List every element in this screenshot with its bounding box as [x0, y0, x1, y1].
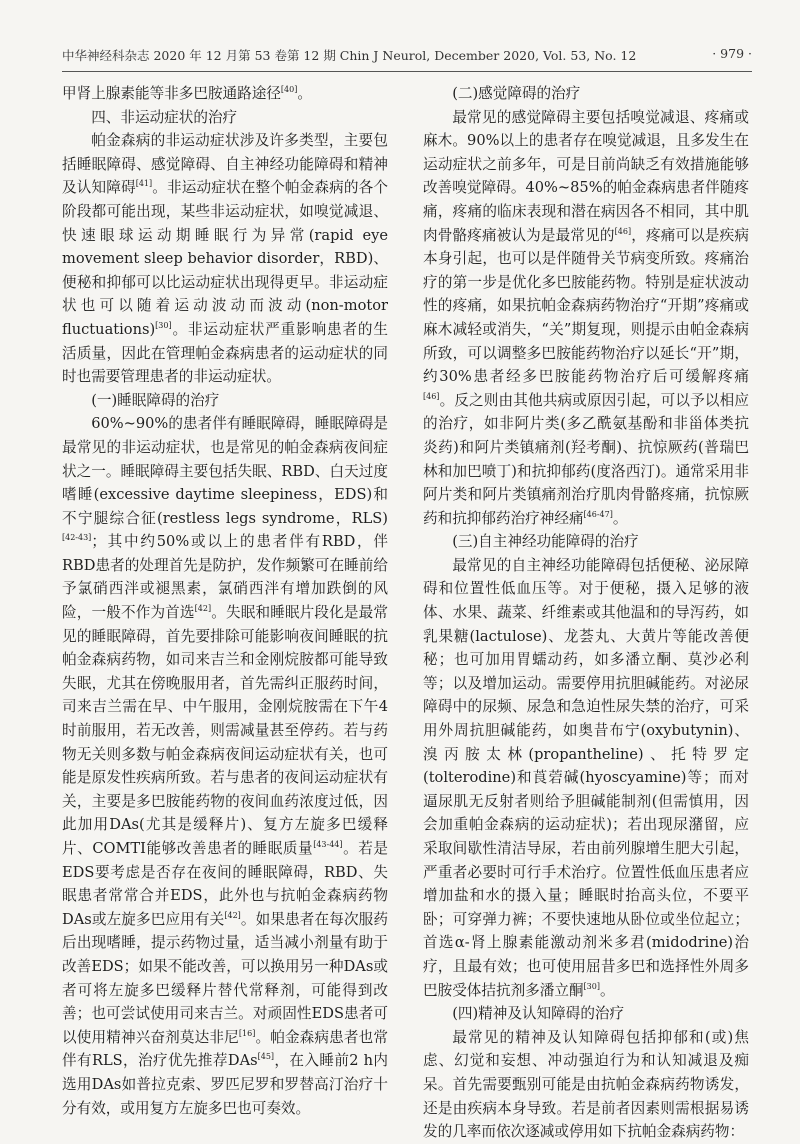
- paragraph-text: 甲肾上腺素能等非多巴胺通路途径: [62, 85, 281, 102]
- paragraph-text: 。失眠和睡眠片段化是最常见的睡眠障碍，首先要排除可能影响夜间睡眠的抗帕金森病药物，如司来吉兰和金刚烷胺都可能导致失眠，尤其在傍晚服用者，首先需纠正服药时间，司来吉兰需在早、中午服用，金刚烷胺需在下午4时前服用，若无改善，则需减量甚至停药。若与药物无关则多数与帕金森病夜间运动症状有关，也可能是原发性疾病所致。若与患者的夜间运动症状有关，主要是多巴胺能药物的夜间血药浓度过低，因此加用DAs(尤其是缓释片)、复方左旋多巴缓释片、COMTI能够改善患者的睡眠质量: [62, 604, 388, 857]
- paragraph-text: ，疼痛可以是疾病本身引起，也可以是伴随骨关节病变所致。疼痛治疗的第一步是优化多巴胺能药物。特别是症状波动性的疼痛，如果抗帕金森病药物治疗“开期”疼痛或麻木减轻或消失，“关”期复现，则提示由帕金森病所致，可以调整多巴胺能药物治疗以延长“开”期，约30%患者经多巴胺能药物治疗后可缓解疼痛: [423, 226, 749, 386]
- citation-ref: [40]: [280, 85, 298, 95]
- paragraph-text: 最常见的感觉障碍主要包括嗅觉减退、疼痛或麻木。90%以上的患者存在嗅觉减退，且多发生在运动症状之前多年，可是目前尚缺乏有效措施能够改善嗅觉障碍。40%~85%的帕金森病患者伴随疼痛，疼痛的临床表现和潜在病因各不相同，其中肌肉骨骼疼痛被认为是最常见的: [423, 108, 749, 244]
- journal-citation: 中华神经科杂志 2020 年 12 月第 53 卷第 12 期 Chin J Neurol, December 2020, Vol. 53, No. 12: [62, 48, 637, 63]
- paragraph-text: ；其中约50%或以上的患者伴有RBD，伴RBD患者的处理首先是防护，发作频繁可在睡前给予氯硝西泮或褪黑素，氯硝西泮有增加跌倒的风险，一般不作为首选: [62, 533, 388, 622]
- page-number: · 979 ·: [712, 46, 752, 61]
- citation-ref: [42-43]: [62, 533, 92, 543]
- left-column: [62, 82, 388, 1120]
- paragraph-text: 。: [599, 981, 615, 999]
- section-heading: (三)自主神经功能障碍的治疗: [452, 533, 639, 551]
- citation-ref: [16]: [238, 1028, 256, 1038]
- citation-ref: [45]: [257, 1052, 275, 1062]
- citation-ref: [46-47]: [583, 509, 613, 519]
- paragraph-text: 最常见的自主神经功能障碍包括便秘、泌尿障碍和位置性低血压等。对于便秘，摄入足够的液体、水果、蔬菜、纤维素或其他温和的导泻药，如乳果糖(lactulose)、龙荟丸、大黄片等能改善便秘；也可加用胃蠕动药，如多潘立酮、莫沙必利等；以及增加运动。需要停用抗胆碱能药。对泌尿障碍中的尿频、尿急和急迫性尿失禁的治疗，可采用外周抗胆碱能药，如奥昔布宁(oxybutynin)、溴丙胺太林(propantheline)、托特罗定(tolterodine)和莨菪碱(hyoscyamine)等；而对逼尿肌无反射者则给予胆碱能制剂(但需慎用，因会加重帕金森病的运动症状)；若出现尿潴留，应采取间歇性清洁导尿，若由前列腺增生肥大引起，严重者必要时可行手术治疗。位置性低血压患者应增加盐和水的摄入量；睡眠时抬高头位，不要平卧；可穿弹力裤；不要快速地从卧位或坐位起立；首选α-肾上腺素能激动剂米多君(midodrine)治疗，且最有效；也可使用屈昔多巴和选择性外周多巴胺受体拮抗剂多潘立酮: [423, 556, 749, 999]
- paragraph-text: 。帕金森病患者也常伴有RLS，治疗优先推荐DAs: [62, 1028, 388, 1070]
- citation-ref: [43-44]: [313, 840, 343, 850]
- citation-ref: [42]: [194, 604, 212, 614]
- paragraph-text: 60%~90%的患者伴有睡眠障碍，睡眠障碍是最常见的非运动症状，也是常见的帕金森病夜间症状之一。睡眠障碍主要包括失眠、RBD、白天过度嗜睡(excessive daytime sleepiness，EDS)和不宁腿综合征(restless legs syndrome，RLS): [62, 415, 388, 527]
- paragraph-text: 。反之则由其他共病或原因引起，可以予以相应的治疗，如非阿片类(多乙酰氨基酚和非甾体类抗炎药)和阿片类镇痛剂(羟考酮)、抗惊厥药(普瑞巴林和加巴喷丁)和抗抑郁药(度洛西汀)。通常采用非阿片类和阿片类镇痛剂治疗肌肉骨骼疼痛，抗惊厥药和抗抑郁药治疗神经痛: [423, 391, 749, 527]
- paragraph: [62, 82, 388, 106]
- paragraph-text: 。如果患者在每次服药后出现嗜睡，提示药物过量，适当减小剂量有助于改善EDS；如果不能改善，可以换用另一种DAs或者可将左旋多巴缓释片替代常释剂，可能得到改善；也可尝试使用司来吉兰。对顽固性EDS患者可以使用精神兴奋剂莫达非尼: [62, 910, 388, 1046]
- section-heading: (一)睡眠障碍的治疗: [91, 391, 220, 409]
- paragraph-text: 。: [612, 509, 628, 527]
- paragraph: [423, 106, 749, 531]
- citation-ref: [30]: [583, 981, 600, 991]
- paragraph-text: 帕金森病的非运动症状涉及许多类型，主要包括睡眠障碍、感觉障碍、自主神经功能障碍和精神及认知障碍: [62, 132, 388, 197]
- paragraph-text: 。非运动症状严重影响患者的生活质量，因此在管理帕金森病患者的运动症状的同时也需要管理患者的非运动症状。: [62, 320, 388, 386]
- citation-ref: [46]: [423, 391, 440, 401]
- running-header: [62, 44, 752, 66]
- paragraph: [423, 554, 749, 1002]
- right-column: [423, 82, 749, 1144]
- paragraph-text: 。若是EDS要考虑是否存在夜间的睡眠障碍，RBD、失眠患者常常合并EDS，此外也与抗帕金森病药物DAs或左旋多巴应用有关: [62, 840, 388, 928]
- paragraph-text: 。: [297, 85, 312, 102]
- section-heading: 四、非运动症状的治疗: [91, 108, 238, 126]
- section-heading: (二)感觉障碍的治疗: [452, 85, 581, 102]
- citation-ref: [46]: [614, 226, 632, 236]
- citation-ref: [42]: [224, 910, 241, 920]
- paragraph-text: 最常见的精神及认知障碍包括抑郁和(或)焦虑、幻觉和妄想、冲动强迫行为和认知减退及痴呆。首先需要甄别可能是由抗帕金森病药物诱发，还是由疾病本身导致。若是前者因素则需根据易诱发的几率而依次逐减或停用如下抗帕金森病药物：: [423, 1028, 749, 1141]
- paragraph-text: ，在入睡前2 h内选用DAs如普拉克索、罗匹尼罗和罗替高汀治疗十分有效，或用复方左旋多巴也可奏效。: [62, 1052, 388, 1117]
- paragraph: [62, 129, 388, 389]
- citation-ref: [30]: [155, 321, 172, 331]
- citation-ref: [41]: [135, 179, 153, 189]
- paragraph: [423, 1026, 749, 1144]
- section-heading: (四)精神及认知障碍的治疗: [452, 1005, 625, 1023]
- header-rule: [62, 71, 752, 72]
- paragraph: [62, 412, 388, 1120]
- paragraph-text: 。非运动症状在整个帕金森病的各个阶段都可能出现，某些非运动症状，如嗅觉减退、快速眼球运动期睡眠行为异常(rapid eye movement sleep behavior disorder，RBD)、便秘和抑郁可以比运动症状出现得更早。非运动症状也可以随着运动波动而波动(non-motor fluctuations): [62, 179, 388, 338]
